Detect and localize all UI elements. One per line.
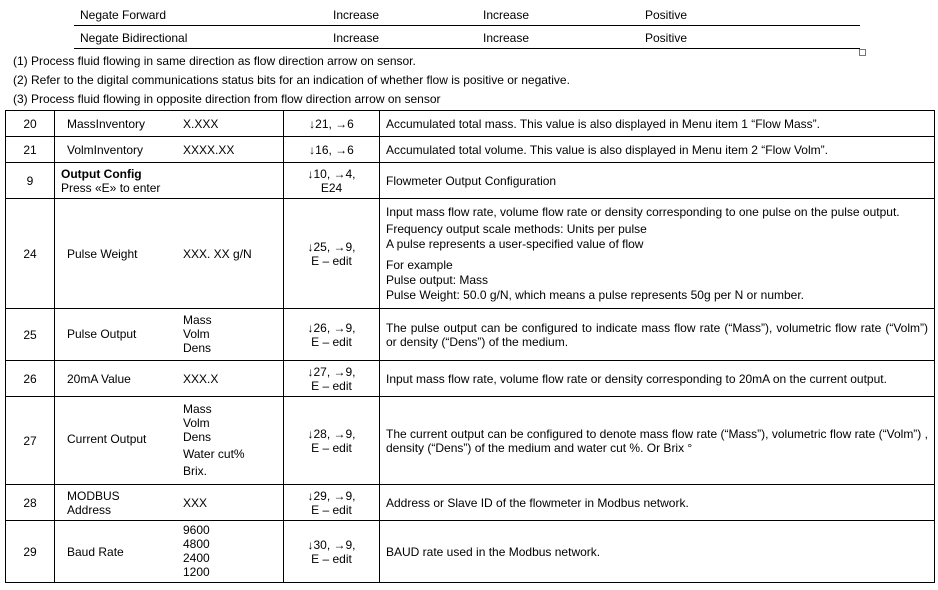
item-number: 20	[6, 111, 55, 137]
option: Dens	[183, 340, 212, 355]
option-list	[183, 402, 245, 478]
nav-keys: ↓10, →4,	[307, 166, 356, 181]
footnote: (3) Process fluid flowing in opposite direction from flow direction arrow on sensor	[13, 92, 441, 106]
param-name-line: MODBUS	[67, 488, 120, 503]
option: Volm	[183, 415, 210, 430]
option: Mass	[183, 401, 212, 416]
description-line: Pulse Weight: 50.0 g/N, which means a pulse represents 50g per N or number.	[386, 287, 805, 302]
item-number: 28	[6, 485, 55, 521]
param-cell	[55, 137, 284, 163]
footnote: (2) Refer to the digital communications status bits for an indication of whether flow is positive or negative.	[13, 73, 570, 87]
item-number: 26	[6, 361, 55, 397]
item-number: 27	[6, 397, 55, 485]
param-name: MassInventory	[67, 116, 146, 131]
nav-edit: E – edit	[311, 378, 352, 393]
param-cell	[55, 111, 284, 137]
nav-edit: E – edit	[311, 253, 352, 268]
param-name: VolmInventory	[67, 142, 144, 157]
table-row	[6, 163, 935, 199]
param-value: XXX.X	[183, 371, 219, 386]
description: The pulse output can be configured to indicate mass flow rate (“Mass”), volumetric flow rate (“Volm”) or density (“Dens”) of the medium.	[380, 309, 935, 361]
option: 4800	[183, 536, 210, 551]
description-line: Pulse output: Mass	[386, 272, 489, 287]
nav-keys: ↓28, →9,	[307, 426, 356, 441]
top-row-cell: Increase	[333, 8, 380, 22]
nav-edit: E – edit	[311, 334, 352, 349]
option: 1200	[183, 564, 210, 579]
option: Brix.	[183, 463, 207, 478]
item-number: 29	[6, 521, 55, 583]
description: Flowmeter Output Configuration	[380, 163, 935, 199]
param-cell	[55, 309, 284, 361]
param-name: 20mA Value	[67, 371, 131, 386]
nav-cell	[284, 521, 380, 583]
nav-cell	[284, 199, 380, 309]
param-name: Output Config	[61, 166, 142, 181]
description-line: For example	[386, 257, 453, 272]
item-number: 21	[6, 137, 55, 163]
nav-enter: E24	[320, 180, 343, 195]
option: 2400	[183, 550, 210, 565]
param-value: XXX. XX g/N	[183, 246, 252, 261]
option: Mass	[183, 312, 212, 327]
table-row	[6, 485, 935, 521]
table-row	[6, 521, 935, 583]
table-row	[6, 397, 935, 485]
nav-keys: ↓26, →9,	[307, 320, 356, 335]
option-list	[183, 313, 212, 355]
description: BAUD rate used in the Modbus network.	[380, 521, 935, 583]
nav-cell	[284, 361, 380, 397]
param-name: Baud Rate	[67, 544, 124, 559]
param-hint: Press «E» to enter	[61, 180, 161, 195]
description: The current output can be configured to denote mass flow rate (“Mass”), volumetric flow rate (“Volm”) , density (“Dens”) of the medium and water cut %. Or Brix °	[380, 397, 935, 485]
nav-keys: ↓30, →9,	[307, 537, 356, 552]
description	[380, 199, 935, 309]
description-line: A pulse represents a user-specified value of flow	[386, 236, 644, 251]
top-row-cell: Increase	[483, 31, 530, 45]
description: Address or Slave ID of the flowmeter in Modbus network.	[380, 485, 935, 521]
description-line: Frequency output scale methods: Units per pulse	[386, 221, 647, 236]
footnote: (1) Process fluid flowing in same direction as flow direction arrow on sensor.	[13, 54, 416, 68]
param-name: Current Output	[67, 431, 147, 446]
param-name	[67, 489, 120, 517]
top-row-cell: Positive	[645, 31, 688, 45]
option-list	[183, 523, 210, 579]
nav-edit: E – edit	[311, 551, 352, 566]
resize-handle[interactable]	[859, 49, 866, 56]
item-number: 9	[6, 163, 55, 199]
param-value: XXX	[183, 495, 208, 510]
description-line: Input mass flow rate, volume flow rate or density corresponding to one pulse on the pulse output.	[386, 204, 900, 219]
param-value: X.XXX	[183, 116, 219, 131]
menu-table	[5, 110, 935, 583]
option: Dens	[183, 429, 212, 444]
nav-cell	[284, 485, 380, 521]
nav-cell	[284, 397, 380, 485]
nav-cell: ↓16, →6	[284, 137, 380, 163]
table-row	[6, 137, 935, 163]
param-cell	[55, 521, 284, 583]
table-row	[6, 309, 935, 361]
param-cell	[55, 485, 284, 521]
item-number: 24	[6, 199, 55, 309]
nav-edit: E – edit	[311, 440, 352, 455]
param-cell	[55, 199, 284, 309]
param-cell	[55, 361, 284, 397]
description: Input mass flow rate, volume flow rate or density corresponding to 20mA on the current output.	[380, 361, 935, 397]
option: Volm	[183, 326, 210, 341]
divider	[74, 48, 860, 49]
top-row-cell: Positive	[645, 8, 688, 22]
param-cell	[55, 163, 284, 199]
param-name-line: Address	[67, 502, 112, 517]
description: Accumulated total mass. This value is also displayed in Menu item 1 “Flow Mass”.	[380, 111, 935, 137]
nav-cell	[284, 163, 380, 199]
param-name: Pulse Weight	[67, 246, 138, 261]
param-value: XXXX.XX	[183, 142, 235, 157]
nav-cell: ↓21, →6	[284, 111, 380, 137]
top-row	[0, 25, 938, 47]
nav-keys: ↓25, →9,	[307, 239, 356, 254]
nav-cell	[284, 309, 380, 361]
param-name: Pulse Output	[67, 326, 137, 341]
top-row-cell: Increase	[333, 31, 380, 45]
table-row	[6, 199, 935, 309]
top-row-cell: Increase	[483, 8, 530, 22]
nav-keys: ↓29, →9,	[307, 488, 356, 503]
nav-edit: E – edit	[311, 502, 352, 517]
param-cell	[55, 397, 284, 485]
nav-keys: ↓27, →9,	[307, 364, 356, 379]
description: Accumulated total volume. This value is also displayed in Menu item 2 “Flow Volm”.	[380, 137, 935, 163]
option: 9600	[183, 522, 210, 537]
item-number: 25	[6, 309, 55, 361]
table-row	[6, 361, 935, 397]
option: Water cut%	[183, 446, 245, 461]
table-row	[6, 111, 935, 137]
top-row-name: Negate Bidirectional	[80, 31, 188, 45]
top-row	[0, 2, 938, 24]
top-row-name: Negate Forward	[80, 8, 167, 22]
